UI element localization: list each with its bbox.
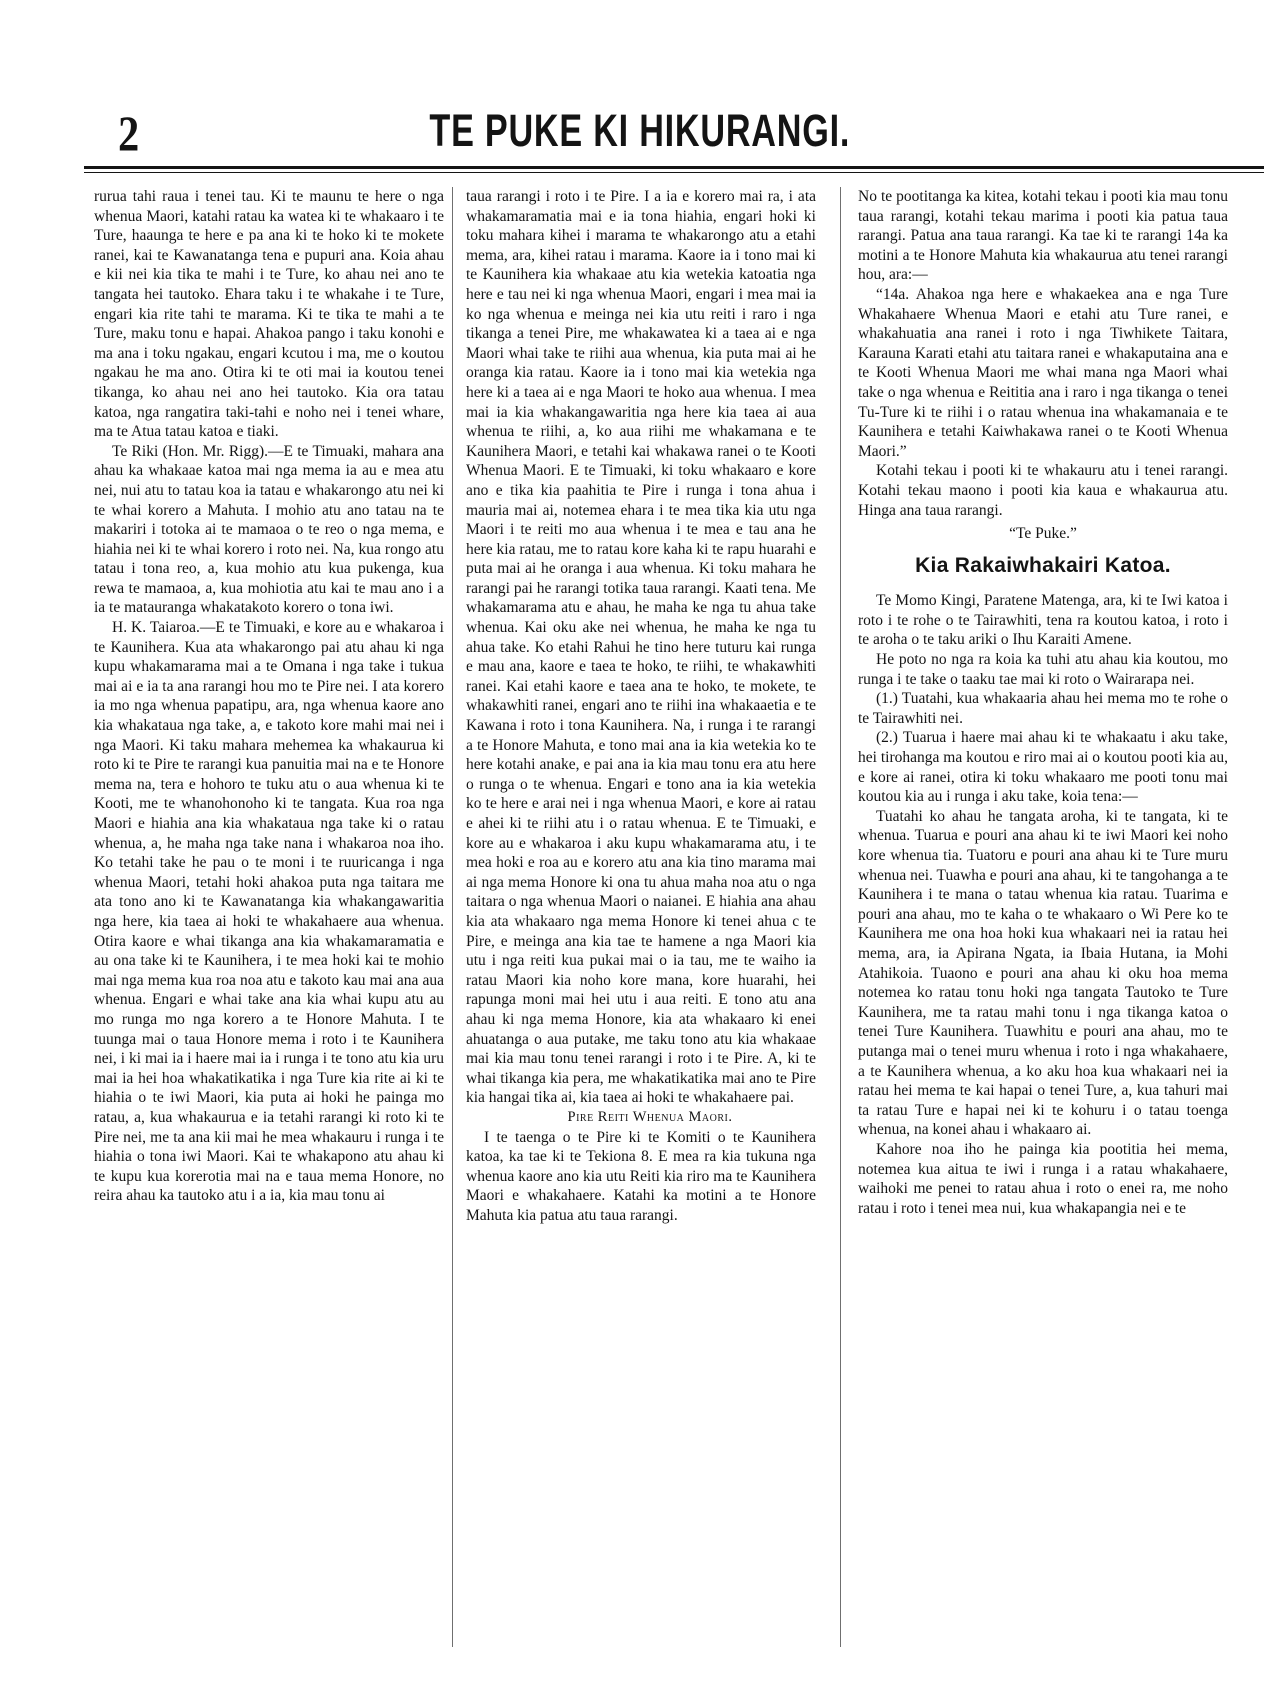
paragraph: No te pootitanga ka kitea, kotahi tekau i pooti kia mau tonu taua rarangi, kotahi tekau marima i pooti kia patua taua rarangi. Patua ana taua rarangi. Ka tae ki te rarangi 14a ka motini a te Honore Mahuta kia whakaurua atu tenei rarangi hou, ara:— (858, 188, 1228, 284)
paragraph: Kotahi tekau i pooti ki te whakauru atu i tenei rarangi. Kotahi tekau maono i pooti kia kaua e whakaurua atu. Hinga ana taua rarangi. (858, 462, 1228, 519)
masthead-text: TE PUKE KI HIKURANGI. (429, 105, 851, 156)
column-1 (94, 187, 444, 1206)
paragraph: “14a. Ahakoa nga here e whakaekea ana e nga Ture Whakahaere Whenua Maori e etahi atu Ture ranei, e whakahuatia ana ranei i roto i nga Tiwhikete Taitara, Karauna Karati etahi atu taitara ranei e whakaputaina ana e te Kooti Whenua Maori me whai mana nga Maori whai take o nga whenua e Reititia ana i raro i nga tikanga o tenei Tu-Ture ki te riihi i o ratau whenua ina whakamanaia e te Kaunihera e tetahi Kaiwhakawa ranei o te Kooti Whenua Maori.” (858, 285, 1228, 460)
paragraph: Tuatahi ko ahau he tangata aroha, ki te tangata, ki te whenua. Tuarua e pouri ana ahau ki te iwi Maori kei noho kore whenua tia. Tuatoru e pouri ana ahau ki te Ture muru whenua nei. Tuawha e pouri ana ahau, ki te tangohanga a te Kaunihera i te mana o tatau whenua kia ratau. Tuarima e pouri ana ahau, mo te kaha o te whakaaro o Wi Pere ko te Kaunihera me ona hoa hoki kua whakaari nei ia ratau hei mema, ara, ia Apirana Ngata, ia Ibaia Hutana, ia Mohi Atahikoia. Tuaono e pouri ana ahau ki oku hoa mema notemea ko ratau tonu hoki nga tangata Tautoko te Ture Kaunihera, me ta ratau mahi tonu i nga tikanga katoa o tenei Ture Kaunihera. Tuawhitu e pouri ana ahau, mo te putanga mai o tenei muru whenua i roto i nga whakahaere, a te Kaunihera whenua, a ko aku hoa kua whakaari nei ia ratau hei mema te kai hapai o tenei Ture, a, kua tahuri mai ta ratau Ture e hapai nei ki te kohuru i o tatau toenga whenua, na konei ahau i whakaaro ai. (858, 807, 1228, 1139)
header-rule-thick (84, 166, 1264, 169)
paragraph: rurua tahi raua i tenei tau. Ki te maunu te here o nga whenua Maori, katahi ratau ka watea ki te whakaaro i te Ture, haaunga te here e pa ana ki te hoko ki te mokete ranei, kai te Kawanatanga tena e pupuri ana. Koia ahau e kii nei kia tika te mahi i te Ture, ko ahau nei ano te tangata hei tautoko. Ehara taku i te whakahe i te Ture, engari kia rite tahi te marama. Ki te tika te mahi a te Ture, maku tonu e hapai. Ahakoa pango i taku konohi e ma ana i toku ngakau, engari kcutou i ma, me o koutou ngakau he ma ano. Otira ki te oti mai ia koutou tenei tikanga, ko ahau nei ano hei tautoko. Kia ora tatau katoa, nga rangatira taki-tahi e noho nei i tenei whare, ma te Atua tatau katoa e tiaki. (94, 188, 444, 441)
paragraph: taua rarangi i roto i te Pire. I a ia e korero mai ra, i ata whakamaramatia mai e ia tona hiahia, engari hoki ki toku mahara kihei i marama te whakarongo atu a etahi mema, ara, kihei ratau i marama. Kaore ia i tono mai ki te Kaunihera kia whakaae atu kia wetekia katoatia nga here e tau nei ki nga whenua Maori, engari i mea mai ia ko nga whenua e meinga nei kia utu reiti i raro i nga tikanga a tenei Pire, me whakawatea ki a taea ai e nga Maori whai take te riihi aua whenua, kia puta mai ai he oranga kia ratau. Kaore ia i tono mai kia wetekia nga here ki a taea ai e nga Maori te hoko aua whenua. I mea mai ia kia whakangawaritia nga here kia taea ai aua whenua te riihi, a, ko aua riihi me whakamana e te Kaunihera Maori, e tetahi kai whakawa ranei o te Kooti Whenua Maori. E te Timuaki, ki toku whakaaro e kore ano e tika kia paahitia te Pire i runga i tona ahua i mauria mai ai, notemea ehara i te mea tika kia utu nga Maori i te reiti mo aua whenua i te mea e tau ana he here kia ratau, me to ratau kore kaha ki te rapu huarahi e puta mai ai he oranga i aua whenua. Ki toku mahara he rarangi pai he rarangi totika taua rarangi. Kaati tena. Me whakamarama atu e ahau, he maha ke nga tu ahua take whenua. Kai oku ake nei whenua, he maha ke nga tu ahua take. Ko etahi Rahui he tino here tuturu kai runga e mau ana, kaore e taea te hoko, te riihi, te whakawhiti ranei. Kai etahi kaore e taea ana te hoko, te mokete, te whakawhiti ranei, engari ano te riihi ina whakaaetia e te Kawana i roto i tona Kaunihera. Na, i runga i te rarangi a te Honore Mahuta, e tono mai ana ia kia wetekia ko te here kotahi anake, e pai ana ia kia mau tonu era atu here o runga o te whenua. Engari e tono ana ia kia wetekia ko te here e arai nei i nga whenua Maori, e kore ai ratau e ahei ki te riihi atu i o ratau whenua. E te Timuaki, e kore au e whakaroa i aku kupu whakamarama atu, i te mea hoki e roa au e korero atu ana kia tino marama mai ai nga mema Honore ki ona tu ahua maha noa atu o nga taitara o nga whenua Maori o naianei. E hiahia ana ahau kia ata whakaaro nga mema Honore ki tenei ahua c te Pire, e meinga ana kia tae te hamene a nga Maori kia utu i nga reiti kua pukai mai o ia tau, me te waiho ia ratau Maori kia noho kore mana, kore huarahi, hei rapunga moni mai hei utu i aua reiti. E tono atu ana ahau ki nga mema Honore, kia ata whakaaro ki enei ahuatanga o aua putake, me taku tono atu kia whakaae mai kia mau tonu tenei rarangi i roto i te Pire. A, ki te whai tikanga kia pera, me whakatikatika mai ano te Pire kia hangai tika ai, kia taea ai hoki te whakahaere pai. (466, 188, 816, 1107)
subheading: Pire Reiti Whenua Maori. (567, 1108, 733, 1125)
page-number: 2 (118, 105, 140, 161)
header-rule-thin (84, 172, 1264, 173)
paragraph: Te Momo Kingi, Paratene Matenga, ara, ki te Iwi katoa i roto i te rohe o te Tairawhiti, tena ra koutou katoa, i roto i te aroha o te taku ariki o Ihu Karaiti Amene. (858, 592, 1228, 649)
numbered-paragraph: (1.) Tuatahi, kua whakaaria ahau hei mema mo te rohe o te Tairawhiti nei. (858, 690, 1228, 727)
paragraph: H. K. Taiaroa.—E te Timuaki, e kore au e whakaroa i te Kaunihera. Kua ata whakarongo pai atu ahau ki nga kupu whakamarama mai a te Omana i nga take i tukua mai ai e ia ta ana rarangi hou mo te Pire nei. I ata korero ia mo nga whenua papatipu, ara, nga whenua kaore ano kia whakataua nga take, a, e takoto kore mahi mai nei i nga Maori. Ki taku mahara mehemea ka whakaurua ki roto ki te Pire te rarangi kua panuitia mai na e te Honore mema na, tera e hohoro te tuku atu o aua whenua ki te Kooti, me te whanohonoho ki te tangata. Kua roa nga Maori e hiahia ana kia whakataua nga take ki o ratau whenua, a, he maha nga take nana i whakaroa noa iho. Ko tetahi take he pau o te moni i te ruuricanga i nga whenua Maori, tetahi hoki ahakoa puta nga taitara me ata tono ano ki te Kawanatanga kia whakangawaritia nga here, kia taea ai hoki te whakahaere aua whenua. Otira kaore e whai tikanga ana kia whakamaramatia e au ona take ki te Kaunihera, i te mea hoki kai te mohio mai nga mema kua roa noa atu e takoto kau mai ana aua whenua. Engari e whai take ana kia whai kupu atu au mo runga mo nga korero a te Honore Mahuta. I te tuunga mai o taua Honore mema i roto i te Kaunihera nei, i ki mai ia i haere mai ia i runga i te tono atu kia uru mai ia hei hoa whakatikatika i nga Ture kia rite ai ki te hiahia o te iwi Maori, kia puta ai hoki he painga mo ratau, a, kua whakaurua e ia tetahi rarangi ki roto ki te Pire nei, me ta ana kii mai he mea whakauru i runga i te hiahia o tona iwi Maori. Kai te whakapono atu ahau ki te kupu kua korerotia mai na e taua mema Honore, no reira ahau ka tautoko atu i a ia, kia mau tonu ai (94, 619, 444, 1205)
paragraph: Te Riki (Hon. Mr. Rigg).—E te Timuaki, mahara ana ahau ka whakaae katoa mai nga mema ia au e mea atu nei, nui atu to tatau koa ia tatau e whakarongo atu nei ki te whai korero a Mahuta. I mohio atu ano tatau na te makariri i totoka ai te mamaoa o te reo o nga mema, e hiahia nei ki te whai korero i roto nei. Na, kua rongo atu tatau i tona reo, a, kua mohio atu kua pukenga, kua rewa te mamaoa, a, kua mohiotia atu kai te mau ano i a ia te matauranga whakatakoto korero o tona iwi. (94, 442, 444, 617)
paragraph: I te taenga o te Pire ki te Komiti o te Kaunihera katoa, ka tae ki te Tekiona 8. E mea ra kia tukuna nga whenua kaore ano kia utu Reiti kia riro ma te Kaunihera Maori e whakahaere. Katahi ka motini a te Honore Mahuta kia patua atu taua rarangi. (466, 1128, 816, 1224)
section-title: Kia Rakaiwhakairi Katoa. (915, 553, 1171, 577)
paragraph: Kahore noa iho he painga kia pootitia hei mema, notemea kua aitua te iwi i runga i a ratau whakahaere, waihoki me penei to ratau ahua i roto o enei ra, me noho ratau i roto i tenei mea nui, kua whakapangia nei e te (858, 1140, 1228, 1217)
numbered-paragraph: (2.) Tuarua i haere mai ahau ki te whakaatu i aku take, hei tirohanga ma koutou e riro mai ai o koutou pooti kia au, e kore ai ranei, otira ki toku whakaaro me pooti tonu mai koutou kia au i runga i aku take, koia tena:— (858, 729, 1228, 806)
column-divider-1 (452, 187, 453, 1647)
column-2 (466, 187, 816, 1225)
column-divider-2 (840, 187, 841, 1647)
signature: “Te Puke.” (1009, 525, 1077, 543)
masthead-title (0, 105, 1280, 156)
paragraph: He poto no nga ra koia ka tuhi atu ahau kia koutou, mo runga i te take o taaku tae mai ki roto o Wairarapa nei. (858, 651, 1228, 688)
column-3 (858, 187, 1228, 1218)
